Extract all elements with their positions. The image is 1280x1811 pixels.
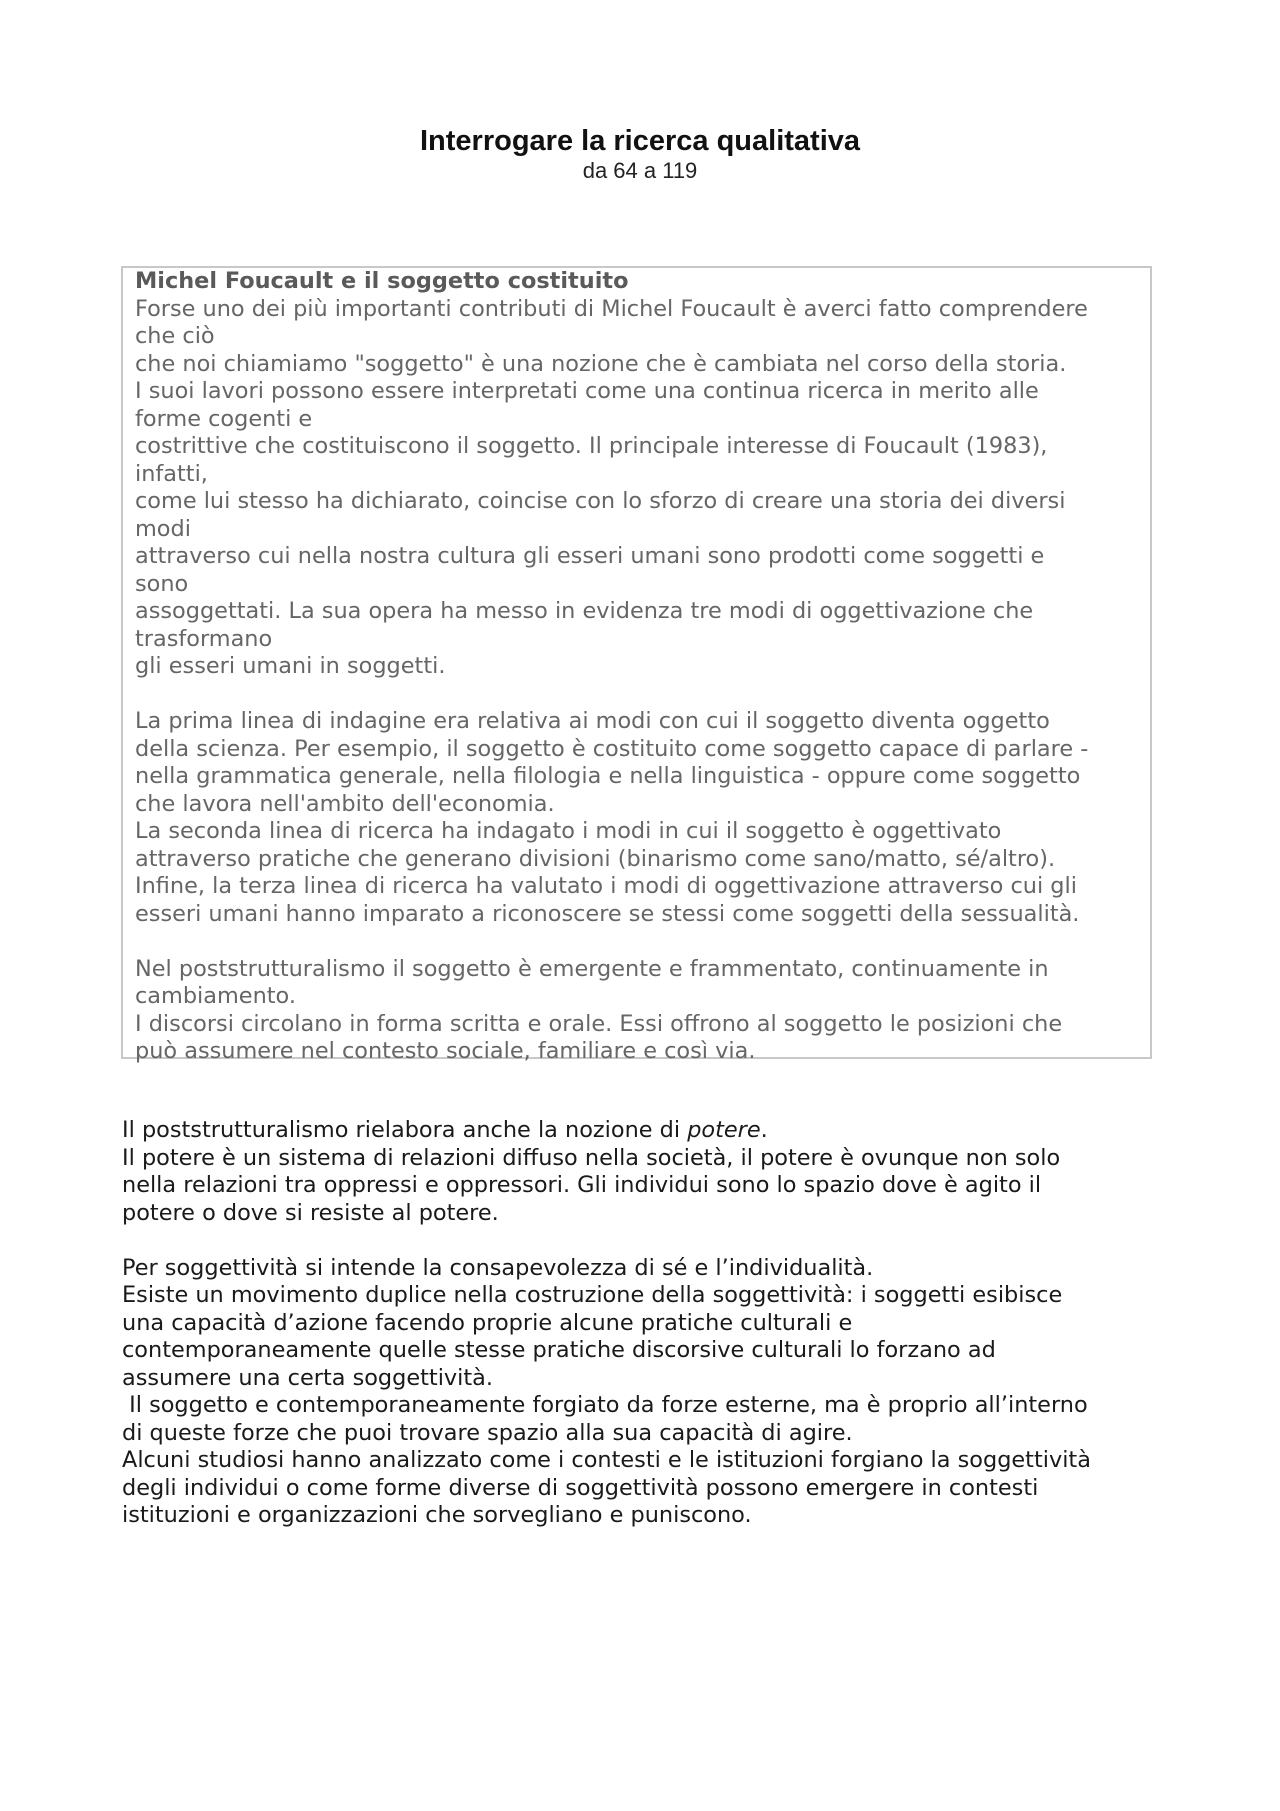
frame-line: che noi chiamiamo "soggetto" è una nozione che è cambiata nel corso della storia. xyxy=(135,350,1067,377)
frame-content xyxy=(135,268,1138,1066)
frame-line: cambiamento. xyxy=(135,983,296,1009)
frame-line: Forse uno dei più importanti contributi di Michel Foucault è averci fatto comprendere xyxy=(135,295,1088,322)
frame-line: gli esseri umani in soggetti. xyxy=(135,653,446,679)
document-title: Interrogare la ricerca qualitativa xyxy=(419,125,861,157)
document-subtitle: da 64 a 119 xyxy=(582,158,698,183)
paragraph-spacer xyxy=(135,681,1138,709)
frame-line: assoggettati. La sua opera ha messo in evidenza tre modi di oggettivazione che xyxy=(135,598,1034,624)
frame-line: I suoi lavori possono essere interpretati come una continua ricerca in merito alle xyxy=(135,378,1039,404)
frame-line: nella grammatica generale, nella filologia e nella linguistica - oppure come soggetto xyxy=(135,763,1081,789)
frame-line: sono xyxy=(135,570,189,597)
frame-line: può assumere nel contesto sociale, familiare e così via. xyxy=(135,1038,756,1064)
frame-line: I discorsi circolano in forma scritta e orale. Essi offrono al soggetto le posizioni che xyxy=(135,1010,1063,1037)
body-line: contemporaneamente quelle stesse pratiche discorsive culturali lo forzano ad xyxy=(122,1337,996,1363)
frame-paragraph-1 xyxy=(135,296,1138,681)
frame-paragraph-2 xyxy=(135,708,1138,928)
body-text xyxy=(122,1117,1172,1530)
body-line: nella relazioni tra oppressi e oppressori. Gli individui sono lo spazio dove è agito il xyxy=(122,1172,1042,1198)
paragraph-spacer xyxy=(135,928,1138,956)
body-line: di queste forze che puoi trovare spazio alla sua capacità di agire. xyxy=(122,1419,853,1446)
frame-line: trasformano xyxy=(135,625,273,652)
page-header xyxy=(0,124,1280,184)
frame-line: esseri umani hanno imparato a riconoscere se stessi come soggetti della sessualità. xyxy=(135,900,1080,927)
body-line: Esiste un movimento duplice nella costruzione della soggettività: i soggetti esibisce xyxy=(122,1282,1063,1308)
body-line: Per soggettività si intende la consapevolezza di sé e l’individualità. xyxy=(122,1254,874,1281)
body-line: una capacità d’azione facendo proprie alcune pratiche culturali e xyxy=(122,1309,853,1336)
frame-paragraph-3 xyxy=(135,956,1138,1066)
potere-intro-line xyxy=(122,1117,1172,1145)
body-line: Alcuni studiosi hanno analizzato come i contesti e le istituzioni forgiano la soggettività xyxy=(122,1447,1091,1473)
body-line: assumere una certa soggettività. xyxy=(122,1364,493,1391)
foucault-frame xyxy=(121,266,1152,1064)
frame-line: infatti, xyxy=(135,460,208,487)
body-line: degli individui o come forme diverse di soggettività possono emergere in contesti xyxy=(122,1474,1039,1501)
body-paragraph-1 xyxy=(122,1145,1172,1228)
body-line: Il potere è un sistema di relazioni diffuso nella società, il potere è ovunque non solo xyxy=(122,1144,1061,1171)
frame-line: Nel poststrutturalismo il soggetto è emergente e frammentato, continuamente in xyxy=(135,955,1049,982)
frame-line: modi xyxy=(135,515,191,542)
frame-line: che ciò xyxy=(135,323,215,349)
frame-line: attraverso cui nella nostra cultura gli esseri umani sono prodotti come soggetti e xyxy=(135,543,1045,569)
potere-end: . xyxy=(760,1117,768,1143)
frame-line: della scienza. Per esempio, il soggetto è costituito come soggetto capace di parlare - xyxy=(135,735,1089,762)
frame-line: costrittive che costituiscono il soggetto. Il principale interesse di Foucault (1983), xyxy=(135,433,1048,459)
potere-intro-text: Il poststrutturalismo rielabora anche la nozione di xyxy=(122,1117,688,1143)
body-paragraph-2 xyxy=(122,1255,1172,1530)
frame-line: che lavora nell'ambito dell'economia. xyxy=(135,790,555,817)
frame-heading: Michel Foucault e il soggetto costituito xyxy=(135,268,629,294)
paragraph-spacer xyxy=(122,1227,1172,1255)
body-line: potere o dove si resiste al potere. xyxy=(122,1199,499,1226)
frame-line: La prima linea di indagine era relativa ai modi con cui il soggetto diventa oggetto xyxy=(135,708,1050,734)
frame-line: come lui stesso ha dichiarato, coincise con lo sforzo di creare una storia dei diversi xyxy=(135,488,1066,514)
frame-line: La seconda linea di ricerca ha indagato i modi in cui il soggetto è oggettivato xyxy=(135,818,1002,844)
body-line: Il soggetto e contemporaneamente forgiato da forze esterne, ma è proprio all’interno xyxy=(122,1392,1088,1418)
frame-line: attraverso pratiche che generano divisioni (binarismo come sano/matto, sé/altro). xyxy=(135,845,1056,872)
body-line: istituzioni e organizzazioni che sorvegliano e puniscono. xyxy=(122,1502,752,1528)
potere-emphasis: potere xyxy=(687,1117,761,1143)
frame-line: Infine, la terza linea di ricerca ha valutato i modi di oggettivazione attraverso cui gli xyxy=(135,873,1077,899)
frame-line: forme cogenti e xyxy=(135,405,313,432)
